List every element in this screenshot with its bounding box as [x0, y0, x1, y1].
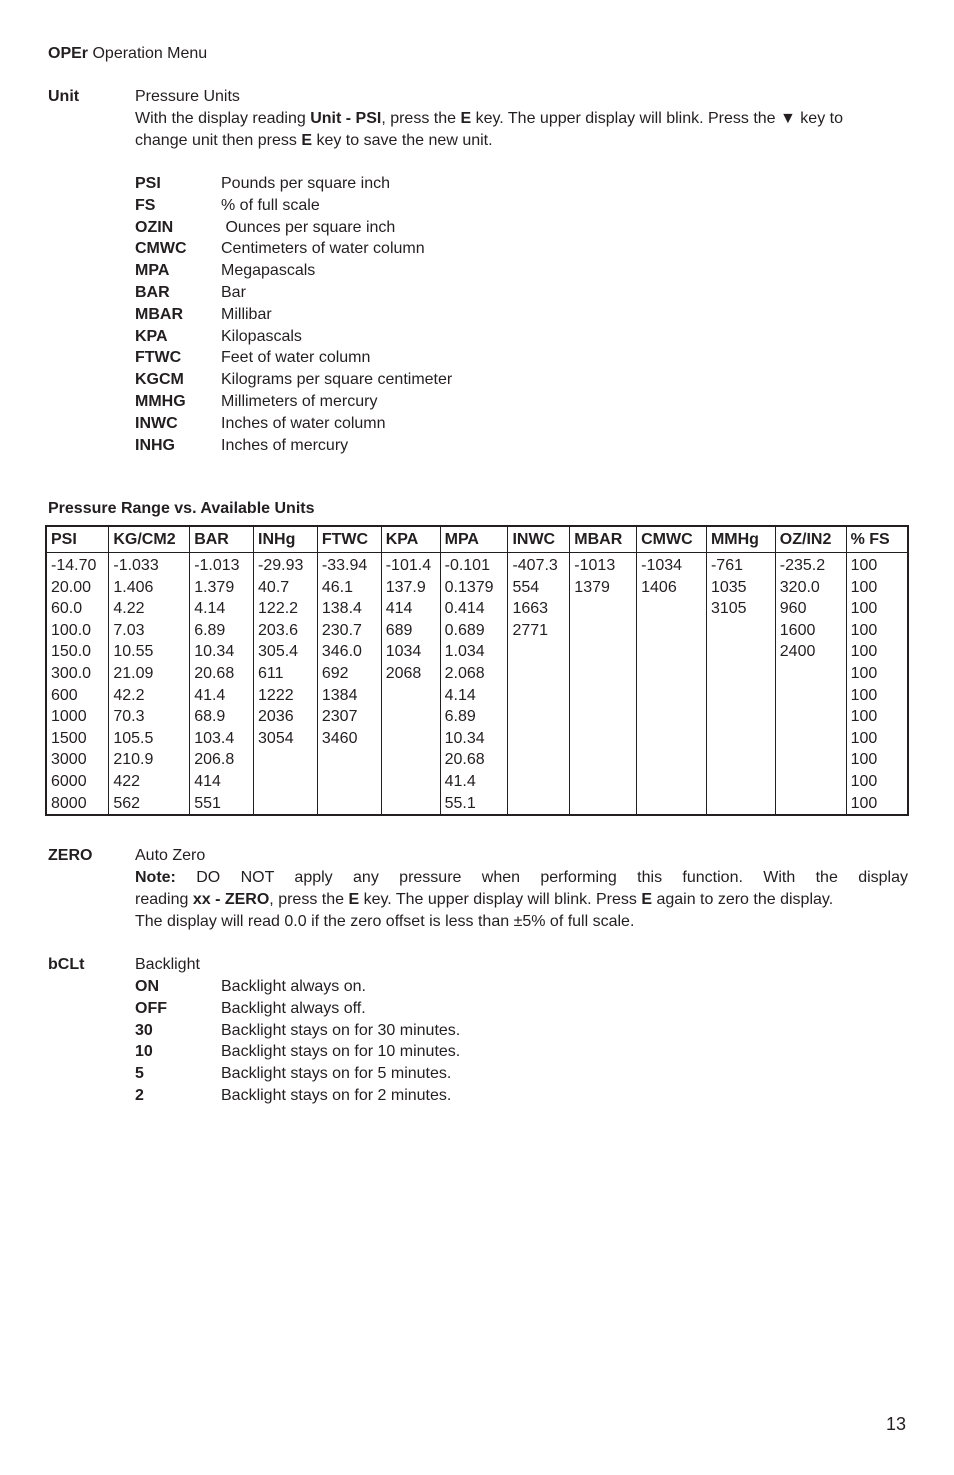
- table-row: [46, 663, 908, 685]
- table-cell: 551: [190, 793, 254, 816]
- bclt-item-desc: Backlight stays on for 10 minutes.: [221, 1043, 461, 1061]
- table-cell: [637, 771, 707, 793]
- menu-code: OPEr: [48, 45, 89, 62]
- table-cell: [570, 641, 637, 663]
- unit-item-desc: Kilograms per square centimeter: [221, 371, 453, 389]
- table-cell: [254, 793, 318, 816]
- page-number: 13: [886, 1414, 907, 1434]
- table-cell: [570, 598, 637, 620]
- table-cell: [570, 706, 637, 728]
- table-cell: [775, 749, 846, 771]
- table-cell: 100: [846, 685, 908, 707]
- table-cell: 122.2: [254, 598, 318, 620]
- table-cell: 55.1: [440, 793, 508, 816]
- table-cell: 10.55: [109, 641, 190, 663]
- table-cell: [317, 749, 381, 771]
- range-header-cell: FTWC: [317, 526, 381, 553]
- table-cell: 2.068: [440, 663, 508, 685]
- table-cell: [775, 706, 846, 728]
- table-cell: 210.9: [109, 749, 190, 771]
- table-cell: 2307: [317, 706, 381, 728]
- bclt-item-code: 10: [135, 1043, 153, 1061]
- table-row: [46, 577, 908, 599]
- range-header-cell: CMWC: [637, 526, 707, 553]
- table-cell: [637, 663, 707, 685]
- table-cell: [637, 685, 707, 707]
- table-cell: 137.9: [381, 577, 440, 599]
- table-cell: -14.70: [46, 553, 109, 577]
- table-cell: 21.09: [109, 663, 190, 685]
- table-cell: 1222: [254, 685, 318, 707]
- zero-note-line-1: Note: DO NOT apply any pressure when performing this function. With the display: [135, 869, 908, 886]
- table-cell: [637, 728, 707, 750]
- unit-item-code: BAR: [135, 284, 170, 301]
- unit-item-code: INWC: [135, 414, 178, 432]
- range-header-cell: KPA: [381, 526, 440, 553]
- table-cell: 3105: [706, 598, 775, 620]
- table-cell: 100: [846, 620, 908, 642]
- unit-item-code: KGCM: [135, 371, 184, 389]
- unit-item-desc: Bar: [221, 284, 246, 301]
- unit-instructions-line-2: change unit then press E key to save the new unit.: [135, 132, 493, 149]
- table-cell: 100.0: [46, 620, 109, 642]
- table-cell: [570, 685, 637, 707]
- table-cell: 20.00: [46, 577, 109, 599]
- table-cell: 689: [381, 620, 440, 642]
- table-cell: [381, 685, 440, 707]
- range-header-cell: MBAR: [570, 526, 637, 553]
- unit-item-code: MBAR: [135, 305, 183, 323]
- table-row: [46, 641, 908, 663]
- table-cell: 3000: [46, 749, 109, 771]
- table-cell: [637, 793, 707, 816]
- unit-item-desc: Inches of water column: [221, 414, 386, 432]
- table-cell: [706, 641, 775, 663]
- bclt-title: Backlight: [135, 956, 200, 973]
- table-cell: 692: [317, 663, 381, 685]
- table-cell: 70.3: [109, 706, 190, 728]
- table-cell: [637, 620, 707, 642]
- table-cell: 8000: [46, 793, 109, 816]
- unit-item-code: PSI: [135, 175, 161, 192]
- range-header-cell: INWC: [508, 526, 570, 553]
- table-cell: [570, 749, 637, 771]
- table-cell: [706, 706, 775, 728]
- bclt-item-code: 5: [135, 1065, 144, 1083]
- table-cell: [508, 793, 570, 816]
- table-cell: [706, 685, 775, 707]
- unit-item-desc: Kilopascals: [221, 327, 302, 345]
- table-cell: 40.7: [254, 577, 318, 599]
- bclt-item-desc: Backlight stays on for 2 minutes.: [221, 1087, 452, 1104]
- table-cell: -33.94: [317, 553, 381, 577]
- unit-item-code: MPA: [135, 262, 170, 280]
- range-header-cell: KG/CM2: [109, 526, 190, 553]
- table-cell: 230.7: [317, 620, 381, 642]
- table-row: [46, 728, 908, 750]
- table-cell: 6000: [46, 771, 109, 793]
- table-cell: 1.406: [109, 577, 190, 599]
- table-cell: [775, 793, 846, 816]
- table-row: [46, 598, 908, 620]
- table-cell: 414: [190, 771, 254, 793]
- unit-item-code: MMHG: [135, 393, 186, 410]
- table-cell: 300.0: [46, 663, 109, 685]
- table-row: [46, 620, 908, 642]
- table-cell: [508, 663, 570, 685]
- table-cell: 150.0: [46, 641, 109, 663]
- table-cell: 2036: [254, 706, 318, 728]
- table-cell: -1.013: [190, 553, 254, 577]
- table-cell: [775, 771, 846, 793]
- table-cell: 105.5: [109, 728, 190, 750]
- table-cell: [637, 598, 707, 620]
- menu-title: Operation Menu: [92, 45, 208, 62]
- range-header-cell: BAR: [190, 526, 254, 553]
- unit-item-desc: Ounces per square inch: [221, 218, 396, 236]
- unit-code: Unit: [48, 88, 80, 105]
- table-cell: [570, 771, 637, 793]
- table-row: [46, 706, 908, 728]
- table-cell: 960: [775, 598, 846, 620]
- table-cell: [508, 685, 570, 707]
- table-cell: 2400: [775, 641, 846, 663]
- table-row: [46, 553, 908, 577]
- table-cell: 10.34: [440, 728, 508, 750]
- table-cell: [508, 749, 570, 771]
- table-cell: 206.8: [190, 749, 254, 771]
- table-cell: 100: [846, 553, 908, 577]
- table-cell: 320.0: [775, 577, 846, 599]
- table-cell: 46.1: [317, 577, 381, 599]
- table-cell: 100: [846, 577, 908, 599]
- menu-heading: [48, 43, 207, 65]
- bclt-item-desc: Backlight stays on for 30 minutes.: [221, 1021, 461, 1039]
- table-cell: [254, 771, 318, 793]
- unit-item-code: CMWC: [135, 240, 187, 258]
- table-cell: 41.4: [440, 771, 508, 793]
- table-cell: [317, 793, 381, 816]
- table-cell: [381, 749, 440, 771]
- bclt-item-code: OFF: [135, 999, 167, 1017]
- table-cell: 6.89: [190, 620, 254, 642]
- table-cell: 1034: [381, 641, 440, 663]
- table-cell: 1379: [570, 577, 637, 599]
- table-cell: 2068: [381, 663, 440, 685]
- table-cell: -1034: [637, 553, 707, 577]
- table-row: [46, 793, 908, 816]
- table-cell: 554: [508, 577, 570, 599]
- range-table-header-row: [46, 526, 908, 553]
- table-cell: -407.3: [508, 553, 570, 577]
- unit-item-desc: % of full scale: [221, 196, 320, 214]
- table-cell: 203.6: [254, 620, 318, 642]
- table-cell: 3054: [254, 728, 318, 750]
- table-cell: 0.1379: [440, 577, 508, 599]
- table-cell: -761: [706, 553, 775, 577]
- table-cell: 0.689: [440, 620, 508, 642]
- unit-item-code: INHG: [135, 436, 175, 454]
- table-cell: 1.034: [440, 641, 508, 663]
- unit-item-desc: Inches of mercury: [221, 436, 349, 454]
- table-cell: [706, 728, 775, 750]
- table-cell: [570, 728, 637, 750]
- range-header-cell: MPA: [440, 526, 508, 553]
- table-cell: [381, 728, 440, 750]
- table-cell: 1384: [317, 685, 381, 707]
- table-cell: -0.101: [440, 553, 508, 577]
- table-cell: 100: [846, 771, 908, 793]
- table-cell: [508, 771, 570, 793]
- table-cell: [570, 663, 637, 685]
- table-cell: 1406: [637, 577, 707, 599]
- table-cell: 100: [846, 749, 908, 771]
- table-cell: 20.68: [440, 749, 508, 771]
- unit-item-desc: Feet of water column: [221, 349, 371, 367]
- table-cell: 20.68: [190, 663, 254, 685]
- table-cell: 1600: [775, 620, 846, 642]
- table-cell: 0.414: [440, 598, 508, 620]
- unit-instructions-line-1: With the display reading Unit - PSI, press the E key. The upper display will blink. Press the ▼ key to: [135, 110, 843, 127]
- table-cell: 6.89: [440, 706, 508, 728]
- zero-title: Auto Zero: [135, 847, 206, 864]
- table-cell: -29.93: [254, 553, 318, 577]
- table-cell: -1013: [570, 553, 637, 577]
- table-cell: 7.03: [109, 620, 190, 642]
- unit-item-desc: Centimeters of water column: [221, 240, 425, 258]
- table-row: [46, 749, 908, 771]
- table-cell: [508, 728, 570, 750]
- table-cell: -1.033: [109, 553, 190, 577]
- range-header-cell: PSI: [46, 526, 109, 553]
- table-cell: [381, 793, 440, 816]
- table-cell: 100: [846, 793, 908, 816]
- table-cell: 1500: [46, 728, 109, 750]
- table-cell: [508, 641, 570, 663]
- table-cell: 562: [109, 793, 190, 816]
- table-cell: 100: [846, 706, 908, 728]
- table-cell: [775, 663, 846, 685]
- unit-item-desc: Megapascals: [221, 262, 316, 280]
- table-cell: 346.0: [317, 641, 381, 663]
- bclt-item-desc: Backlight always off.: [221, 999, 366, 1017]
- zero-code: ZERO: [48, 847, 93, 864]
- range-header-cell: MMHg: [706, 526, 775, 553]
- table-row: [46, 685, 908, 707]
- table-cell: [570, 620, 637, 642]
- range-header-cell: INHg: [254, 526, 318, 553]
- bclt-code: bCLt: [48, 956, 85, 973]
- table-cell: 414: [381, 598, 440, 620]
- table-cell: [637, 749, 707, 771]
- bclt-item-code: 2: [135, 1087, 144, 1104]
- table-cell: 41.4: [190, 685, 254, 707]
- table-cell: [508, 706, 570, 728]
- table-cell: 68.9: [190, 706, 254, 728]
- table-cell: 1000: [46, 706, 109, 728]
- table-cell: [706, 793, 775, 816]
- table-cell: 2771: [508, 620, 570, 642]
- bclt-item-desc: Backlight stays on for 5 minutes.: [221, 1065, 452, 1083]
- table-cell: [775, 685, 846, 707]
- table-cell: [637, 706, 707, 728]
- table-cell: [706, 749, 775, 771]
- table-cell: 600: [46, 685, 109, 707]
- table-cell: 4.14: [190, 598, 254, 620]
- unit-item-desc: Pounds per square inch: [221, 175, 390, 192]
- table-cell: 3460: [317, 728, 381, 750]
- zero-note-line-3: The display will read 0.0 if the zero offset is less than ±5% of full scale.: [135, 913, 635, 930]
- table-cell: 100: [846, 728, 908, 750]
- table-cell: 1.379: [190, 577, 254, 599]
- table-cell: [706, 620, 775, 642]
- table-cell: [381, 771, 440, 793]
- range-table-title: Pressure Range vs. Available Units: [48, 500, 315, 517]
- table-cell: [706, 663, 775, 685]
- unit-item-code: OZIN: [135, 218, 174, 236]
- table-row: [46, 771, 908, 793]
- unit-instructions: [135, 108, 905, 152]
- unit-item-code: KPA: [135, 327, 168, 345]
- table-cell: 103.4: [190, 728, 254, 750]
- bclt-item-code: 30: [135, 1021, 153, 1039]
- table-cell: 305.4: [254, 641, 318, 663]
- table-cell: 611: [254, 663, 318, 685]
- table-cell: [570, 793, 637, 816]
- table-cell: 138.4: [317, 598, 381, 620]
- unit-item-desc: Millibar: [221, 305, 272, 323]
- table-cell: 4.14: [440, 685, 508, 707]
- table-cell: [381, 706, 440, 728]
- table-cell: 1035: [706, 577, 775, 599]
- table-cell: [706, 771, 775, 793]
- table-cell: 10.34: [190, 641, 254, 663]
- table-cell: 4.22: [109, 598, 190, 620]
- table-cell: 100: [846, 598, 908, 620]
- table-cell: -101.4: [381, 553, 440, 577]
- bclt-item-desc: Backlight always on.: [221, 978, 366, 995]
- unit-title: Pressure Units: [135, 88, 240, 105]
- range-header-cell: OZ/IN2: [775, 526, 846, 553]
- table-cell: -235.2: [775, 553, 846, 577]
- unit-item-code: FTWC: [135, 349, 182, 367]
- table-cell: [317, 771, 381, 793]
- zero-note-line-2: reading xx - ZERO, press the E key. The upper display will blink. Press E again to zero the display.: [135, 891, 834, 908]
- table-cell: 422: [109, 771, 190, 793]
- range-table: [45, 525, 909, 816]
- table-cell: [254, 749, 318, 771]
- bclt-item-code: ON: [135, 978, 159, 995]
- table-cell: 100: [846, 641, 908, 663]
- table-cell: [637, 641, 707, 663]
- table-cell: 100: [846, 663, 908, 685]
- unit-item-desc: Millimeters of mercury: [221, 393, 378, 410]
- unit-item-code: FS: [135, 196, 156, 214]
- table-cell: 42.2: [109, 685, 190, 707]
- zero-note: [135, 867, 908, 933]
- table-cell: 60.0: [46, 598, 109, 620]
- table-cell: 1663: [508, 598, 570, 620]
- table-cell: [775, 728, 846, 750]
- range-header-cell: % FS: [846, 526, 908, 553]
